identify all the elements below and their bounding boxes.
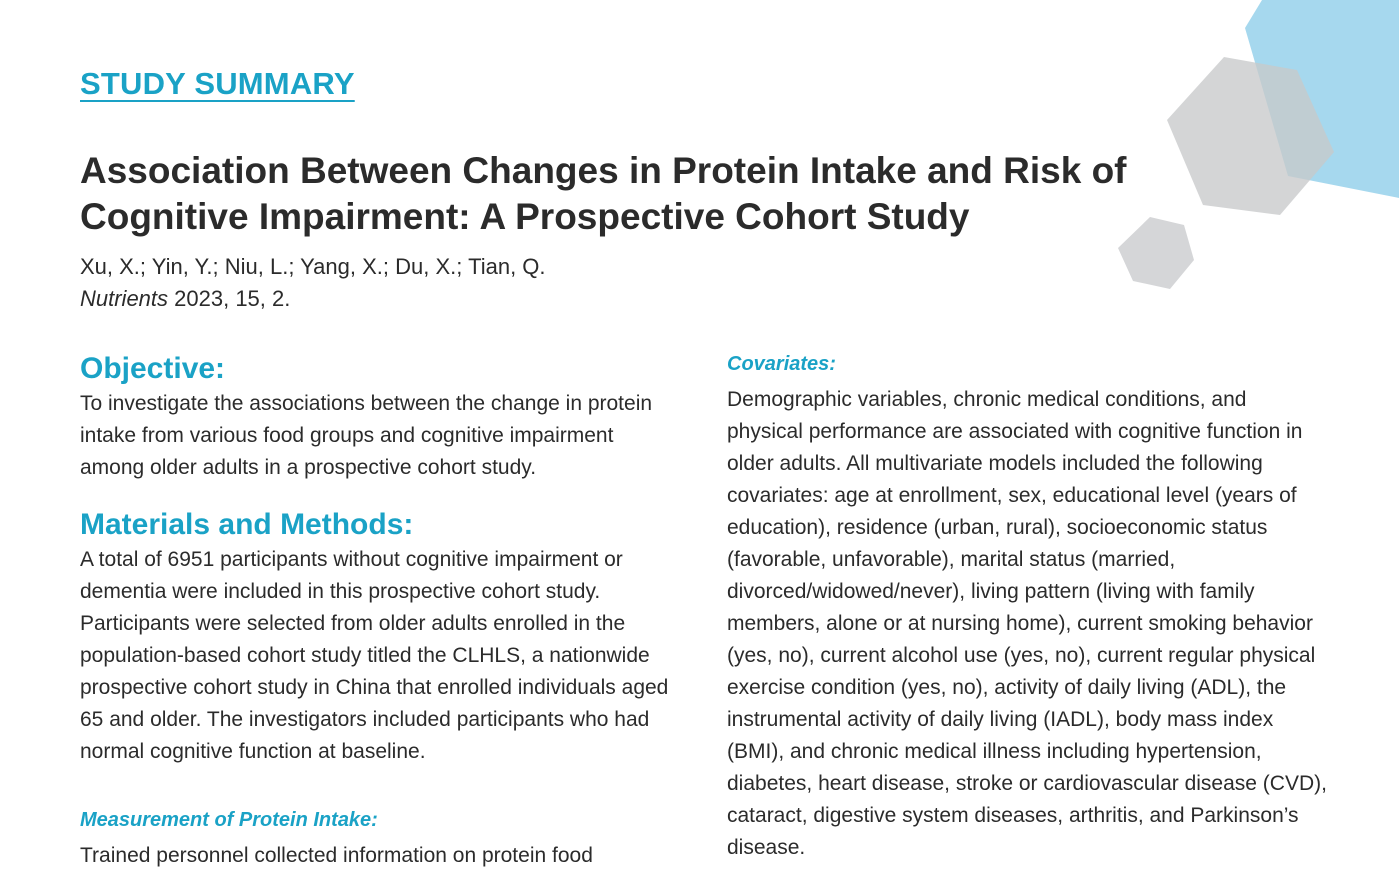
methods-section	[80, 506, 675, 768]
study-summary-label: STUDY SUMMARY	[80, 66, 355, 101]
methods-text: A total of 6951 participants without cognitive impairment or dementia were included in this prospective cohort study. Participants were selected from older adults enrolled in the population-based cohort study titled the CLHLS, a nationwide prospective cohort study in China that enrolled individuals aged 65 and older. The investigators included participants who had normal cognitive function at baseline.	[80, 548, 669, 763]
covariates-section	[727, 350, 1327, 864]
journal-name: Nutrients	[80, 286, 169, 311]
covariates-heading: Covariates:	[727, 353, 836, 375]
measurement-text: Trained personnel collected information on protein food	[80, 844, 593, 867]
right-column	[727, 350, 1327, 864]
measurement-section	[80, 806, 675, 872]
objective-heading: Objective:	[80, 352, 226, 385]
objective-section	[80, 350, 675, 484]
journal-citation	[80, 284, 290, 314]
left-column	[80, 350, 675, 872]
author-list: Xu, X.; Yin, Y.; Niu, L.; Yang, X.; Du, X.; Tian, Q.	[80, 254, 546, 279]
journal-details: 2023, 15, 2.	[168, 286, 291, 311]
article-title: Association Between Changes in Protein Intake and Risk of Cognitive Impairment: A Prospective Cohort Study	[80, 150, 1127, 237]
measurement-heading: Measurement of Protein Intake:	[80, 809, 378, 831]
covariates-text: Demographic variables, chronic medical conditions, and physical performance are associated with cognitive function in older adults. All multivariate models included the following covariates: age at enrollment, sex, educational level (years of education), residence (urban, rural), socioeconomic status (favorable, unfavorable), marital status (married, divorced/widowed/never), living pattern (living with family members, alone or at nursing home), current smoking behavior (yes, no), current alcohol use (yes, no), current regular physical exercise condition (yes, no), activity of daily living (ADL), the instrumental activity of daily living (IADL), body mass index (BMI), and chronic medical illness including hypertension, diabetes, heart disease, stroke or cardiovascular disease (CVD), cataract, digestive system diseases, arthritis, and Parkinson’s disease.	[727, 388, 1327, 859]
methods-heading: Materials and Methods:	[80, 508, 414, 541]
objective-text: To investigate the associations between the change in protein intake from various food groups and cognitive impairment among older adults in a prospective cohort study.	[80, 392, 653, 479]
